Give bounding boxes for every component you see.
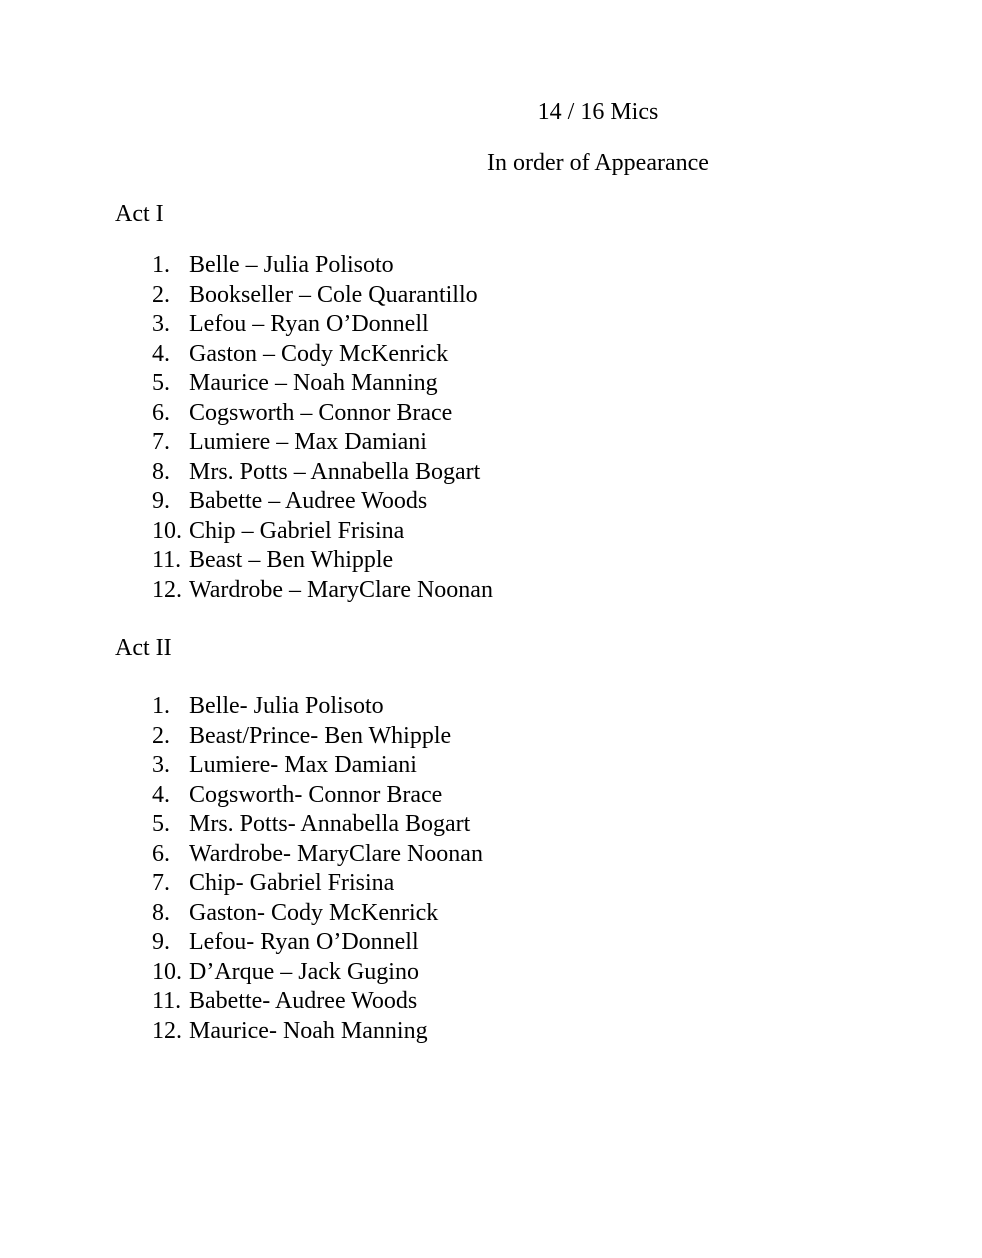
- item-text: Bookseller – Cole Quarantillo: [189, 281, 478, 308]
- list-item: [152, 369, 493, 399]
- item-number: 11.: [152, 988, 182, 1014]
- item-number: 11.: [152, 547, 182, 573]
- item-number: 3.: [152, 752, 170, 778]
- item-text: Gaston- Cody McKenrick: [189, 899, 439, 926]
- act-1-heading: Act I: [115, 201, 164, 227]
- item-text: Lumiere- Max Damiani: [189, 752, 417, 778]
- act-2-heading: Act II: [115, 635, 172, 661]
- item-text: D’Arque – Jack Gugino: [189, 958, 419, 985]
- list-item: [152, 546, 493, 576]
- item-text: Belle – Julia Polisoto: [189, 252, 394, 278]
- item-text: Wardrobe- MaryClare Noonan: [189, 840, 483, 867]
- item-number: 7.: [152, 870, 170, 896]
- item-number: 12.: [152, 1017, 182, 1044]
- item-number: 8.: [152, 899, 170, 926]
- item-number: 3.: [152, 311, 170, 337]
- list-item: [152, 781, 483, 811]
- item-text: Chip – Gabriel Frisina: [189, 517, 405, 544]
- item-number: 6.: [152, 840, 170, 867]
- item-number: 4.: [152, 781, 170, 808]
- item-number: 9.: [152, 929, 170, 955]
- list-item: [152, 399, 493, 429]
- item-number: 8.: [152, 458, 170, 485]
- list-item: [152, 899, 483, 929]
- act-1-list: [152, 251, 493, 605]
- item-number: 10.: [152, 958, 182, 985]
- item-number: 9.: [152, 488, 170, 514]
- item-number: 5.: [152, 811, 170, 837]
- item-text: Mrs. Potts- Annabella Bogart: [189, 811, 471, 837]
- list-item: [152, 958, 483, 988]
- item-number: 4.: [152, 340, 170, 367]
- list-item: [152, 722, 483, 752]
- item-text: Maurice – Noah Manning: [189, 370, 438, 396]
- list-item: [152, 310, 493, 340]
- list-item: [152, 840, 483, 870]
- item-text: Cogsworth- Connor Brace: [189, 781, 443, 808]
- item-number: 6.: [152, 399, 170, 426]
- list-item: [152, 517, 493, 547]
- item-text: Lefou- Ryan O’Donnell: [189, 929, 419, 955]
- item-number: 7.: [152, 429, 170, 455]
- item-text: Beast – Ben Whipple: [189, 547, 394, 573]
- page-title: 14 / 16 Mics: [537, 99, 659, 125]
- item-number: 1.: [152, 693, 170, 719]
- list-item: [152, 810, 483, 840]
- list-item: [152, 576, 493, 606]
- item-text: Wardrobe – MaryClare Noonan: [189, 576, 493, 603]
- item-text: Babette – Audree Woods: [189, 488, 428, 514]
- act-2-list: [152, 692, 483, 1046]
- item-number: 5.: [152, 370, 170, 396]
- list-item: [152, 869, 483, 899]
- list-item: [152, 928, 483, 958]
- item-text: Lefou – Ryan O’Donnell: [189, 311, 429, 337]
- item-text: Belle- Julia Polisoto: [189, 693, 384, 719]
- list-item: [152, 987, 483, 1017]
- list-item: [152, 1017, 483, 1047]
- list-item: [152, 251, 493, 281]
- item-number: 10.: [152, 517, 182, 544]
- item-number: 12.: [152, 576, 182, 603]
- item-text: Maurice- Noah Manning: [189, 1017, 428, 1044]
- list-item: [152, 751, 483, 781]
- list-item: [152, 428, 493, 458]
- list-item: [152, 487, 493, 517]
- item-text: Chip- Gabriel Frisina: [189, 870, 395, 896]
- list-item: [152, 340, 493, 370]
- item-text: Beast/Prince- Ben Whipple: [189, 722, 452, 749]
- list-item: [152, 692, 483, 722]
- item-text: Gaston – Cody McKenrick: [189, 340, 449, 367]
- item-number: 1.: [152, 252, 170, 278]
- item-text: Lumiere – Max Damiani: [189, 429, 427, 455]
- item-text: Cogsworth – Connor Brace: [189, 399, 453, 426]
- item-text: Mrs. Potts – Annabella Bogart: [189, 458, 481, 485]
- page-subtitle: In order of Appearance: [487, 150, 709, 176]
- item-number: 2.: [152, 722, 170, 749]
- item-number: 2.: [152, 281, 170, 308]
- list-item: [152, 458, 493, 488]
- list-item: [152, 281, 493, 311]
- item-text: Babette- Audree Woods: [189, 988, 418, 1014]
